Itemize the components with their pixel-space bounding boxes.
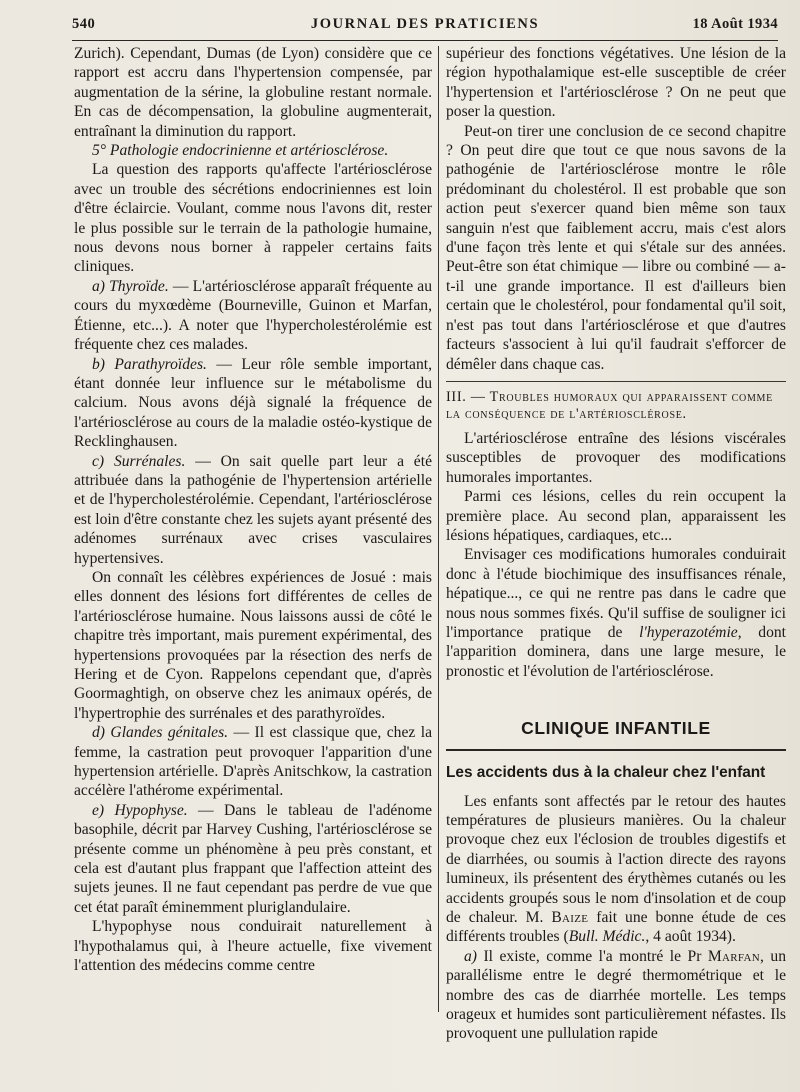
paragraph-lesions-viscerales: L'artériosclérose entraîne des lésions viscérales susceptibles de provoquer des modifications humorales importantes. — [446, 429, 786, 486]
section-title-rule — [446, 749, 786, 750]
paragraph-thyroide — [74, 277, 432, 355]
term-hyperazotemie: l'hyperazotémie — [639, 623, 738, 641]
text-humorales-a: Envisager ces modifications humorales conduirait donc à l'étude biochimique des insuffisances rénale, hépatique..., ce qui ne rentre pas dans le cadre que nous nous sommes fixés. Qu'il suffise de souligner ici l'importance pratique de — [446, 546, 786, 641]
paragraph-diarrhee — [446, 947, 786, 1044]
text-art-p2a: Il existe, comme l'a montré le Pr — [477, 947, 708, 965]
text-thyroide: — L'artériosclérose apparaît fréquente au cours du myxœdème (Bourneville, Guinon et Marfan, Étienne, etc...). A noter que l'hypercholestérolémie est fréquente chez ces malades. — [74, 277, 433, 354]
article-title: Les accidents dus à la chaleur chez l'enfant — [446, 763, 766, 781]
text-glandes-genitales: — Il est classique que, chez la femme, la castration peut provoquer l'apparition d'une hypertension artérielle. D'après Anitschkow, la castration accélère l'athérome expérimental. — [74, 724, 432, 800]
text-parathyroides: — Leur rôle semble important, étant donnée leur influence sur le métabolisme du calcium. Nous avons déjà signalé la fréquence de l'artériosclérose au cours de la maladie ostéo-kystique de Recklinghausen. — [74, 355, 432, 451]
label-parathyroides: b) Parathyroïdes. — [92, 355, 207, 373]
text-surrenales: — On sait quelle part leur a été attribuée dans la pathogénie de l'hypertension artérielle et de l'hypercholestérolémie. Cependant, l'artériosclérose est loin d'être constante chez les sujets ayant présenté des adénomes surrénaux avec crises vasculaires hypertensives. — [74, 452, 432, 567]
paragraph-surrenales — [74, 452, 432, 568]
section-rule-top — [446, 381, 786, 382]
label-glandes-genitales: d) Glandes génitales. — [92, 724, 229, 742]
paragraph-glandes-genitales — [74, 723, 432, 801]
issue-date: 18 Août 1934 — [692, 16, 778, 32]
author-marfan: Marfan — [707, 947, 761, 965]
text-art-p1b: fait une bonne étude de ces différents troubles ( — [446, 909, 786, 946]
text-art-p2b: , un parallélisme entre le degré thermométrique et le nombre des cas de diarrhée mortelle. Les temps orageux et humides sont particulièrement néfastes. Ils provoquent une pullulation rapide — [446, 947, 787, 1043]
label-a: a) — [464, 947, 477, 965]
label-surrenales: c) Surrénales. — [92, 452, 186, 470]
paragraph-continuation: supérieur des fonctions végétatives. Une lésion de la région hypothalamique est-elle susceptible de créer l'hypertension et l'artériosclérose ? On ne peut que poser la question. — [446, 45, 786, 121]
paragraph-josue: On connaît les célèbres expériences de Josué : mais elles donnent des lésions fort différentes de celles de l'artériosclérose humaine. Nous laissons aussi de côté le chapitre très important, mais purement expérimental, des hypertensions provoquées par la résection des nerfs de Hering et de Cyon. Rappelons cependant que, d'après Goormaghtigh, on observe chez les animaux opérés, de l'hypertrophie des surrénales et des parathyroïdes. — [74, 568, 432, 722]
paragraph-endocrine: La question des rapports qu'affecte l'artériosclérose avec un trouble des sécrétions endocriniennes est loin d'être éclaircie. Voulant, comme nous l'avons dit, rester le plus possible sur le terrain de la pathologie humaine, nous devons nous borner à rappeler certains faits cliniques. — [74, 161, 432, 276]
text-art-p1c: , 4 août 1934). — [645, 928, 736, 946]
section-5-title-text: 5° Pathologie endocrinienne et artériosclérose. — [92, 142, 389, 160]
paragraph-hypophyse — [74, 801, 432, 917]
paragraph-enfants-chaleur — [446, 792, 786, 947]
paragraph-hypothalamus: L'hypophyse nous conduirait naturellement à l'hypothalamus qui, à l'heure actuelle, fixe vivement l'attention des médecins comme centre — [74, 918, 432, 975]
left-column — [74, 44, 432, 976]
paragraph-parathyroides — [74, 355, 432, 452]
label-hypophyse: e) Hypophyse. — [92, 801, 188, 819]
paragraph-rein: Parmi ces lésions, celles du rein occupent la première place. Au second plan, apparaissent les lésions hépatiques, cardiaques, etc... — [446, 488, 786, 544]
journal-title: JOURNAL DES PRATICIENS — [310, 16, 540, 32]
label-thyroide: a) Thyroïde. — [92, 277, 169, 295]
page-header — [72, 14, 778, 41]
text-art-p1a: Les enfants sont affectés par le retour des hautes températures de plusieurs manières. Ou la chaleur provoque chez eux l'éclosion de troubles digestifs et de diarrhées, ou soumis à l'action directe des rayons lumineux, ils présentent des érythèmes cutanés ou les accidents groupés sous le nom d'insolation et de coup de chaleur. M. — [446, 792, 786, 927]
paragraph-modifications-humorales — [446, 545, 786, 681]
section-5-title — [74, 141, 432, 160]
paragraph-conclusion: Peut-on tirer une conclusion de ce second chapitre ? On peut dire que tout ce que nous savons de la pathogénie de l'artériosclérose montre le rôle prédominant du cholestérol. Il est probable que son action peut s'exercer quand bien même son taux sanguin n'est que faiblement accru, mais c'est alors d'une façon très lente et qui s'étale sur des années. Peut-être son état chimique — libre ou combiné — a-t-il une grande importance. Il est d'ailleurs bien certain que le cholestérol, pour fondamental qu'il soit, n'est pas tout dans l'artériosclérose et que d'autres facteurs s'associent à lui qu'il faudrait s'efforcer de démêler dans chaque cas. — [446, 122, 786, 373]
paragraph-dumas: Zurich). Cependant, Dumas (de Lyon) considère que ce rapport est accru dans l'hypertension compensée, par augmentation de la sérine, la globuline restant normale. En cas de décompensation, la globuline augmenterait, entraînant la diminution du rapport. — [74, 45, 432, 140]
section-3-heading: III. — Troubles humoraux qui apparaissent comme la conséquence de l'artériosclérose. — [446, 388, 773, 422]
text-hypophyse: — Dans le tableau de l'adénome basophile, décrit par Harvey Cushing, l'artériosclérose se présente comme un phénomène à peu près constant, et cela est d'autant plus frappant que l'affection atteint des sujets jeunes. Il ne faut cependant pas perdre de vue que cet état paraît éminemment pluriglandulaire. — [74, 801, 432, 916]
right-column — [446, 44, 786, 1044]
section-title-clinique-infantile: CLINIQUE INFANTILE — [521, 718, 711, 739]
page-number: 540 — [72, 16, 96, 32]
column-divider — [438, 46, 439, 1012]
author-baize: Baize — [551, 909, 589, 927]
reference-bull-medic: Bull. Médic. — [568, 928, 646, 946]
text-humorales-b: , dont l'apparition dominera, dans une large mesure, le pronostic et l'évolution de l'artériosclérose. — [446, 623, 786, 680]
